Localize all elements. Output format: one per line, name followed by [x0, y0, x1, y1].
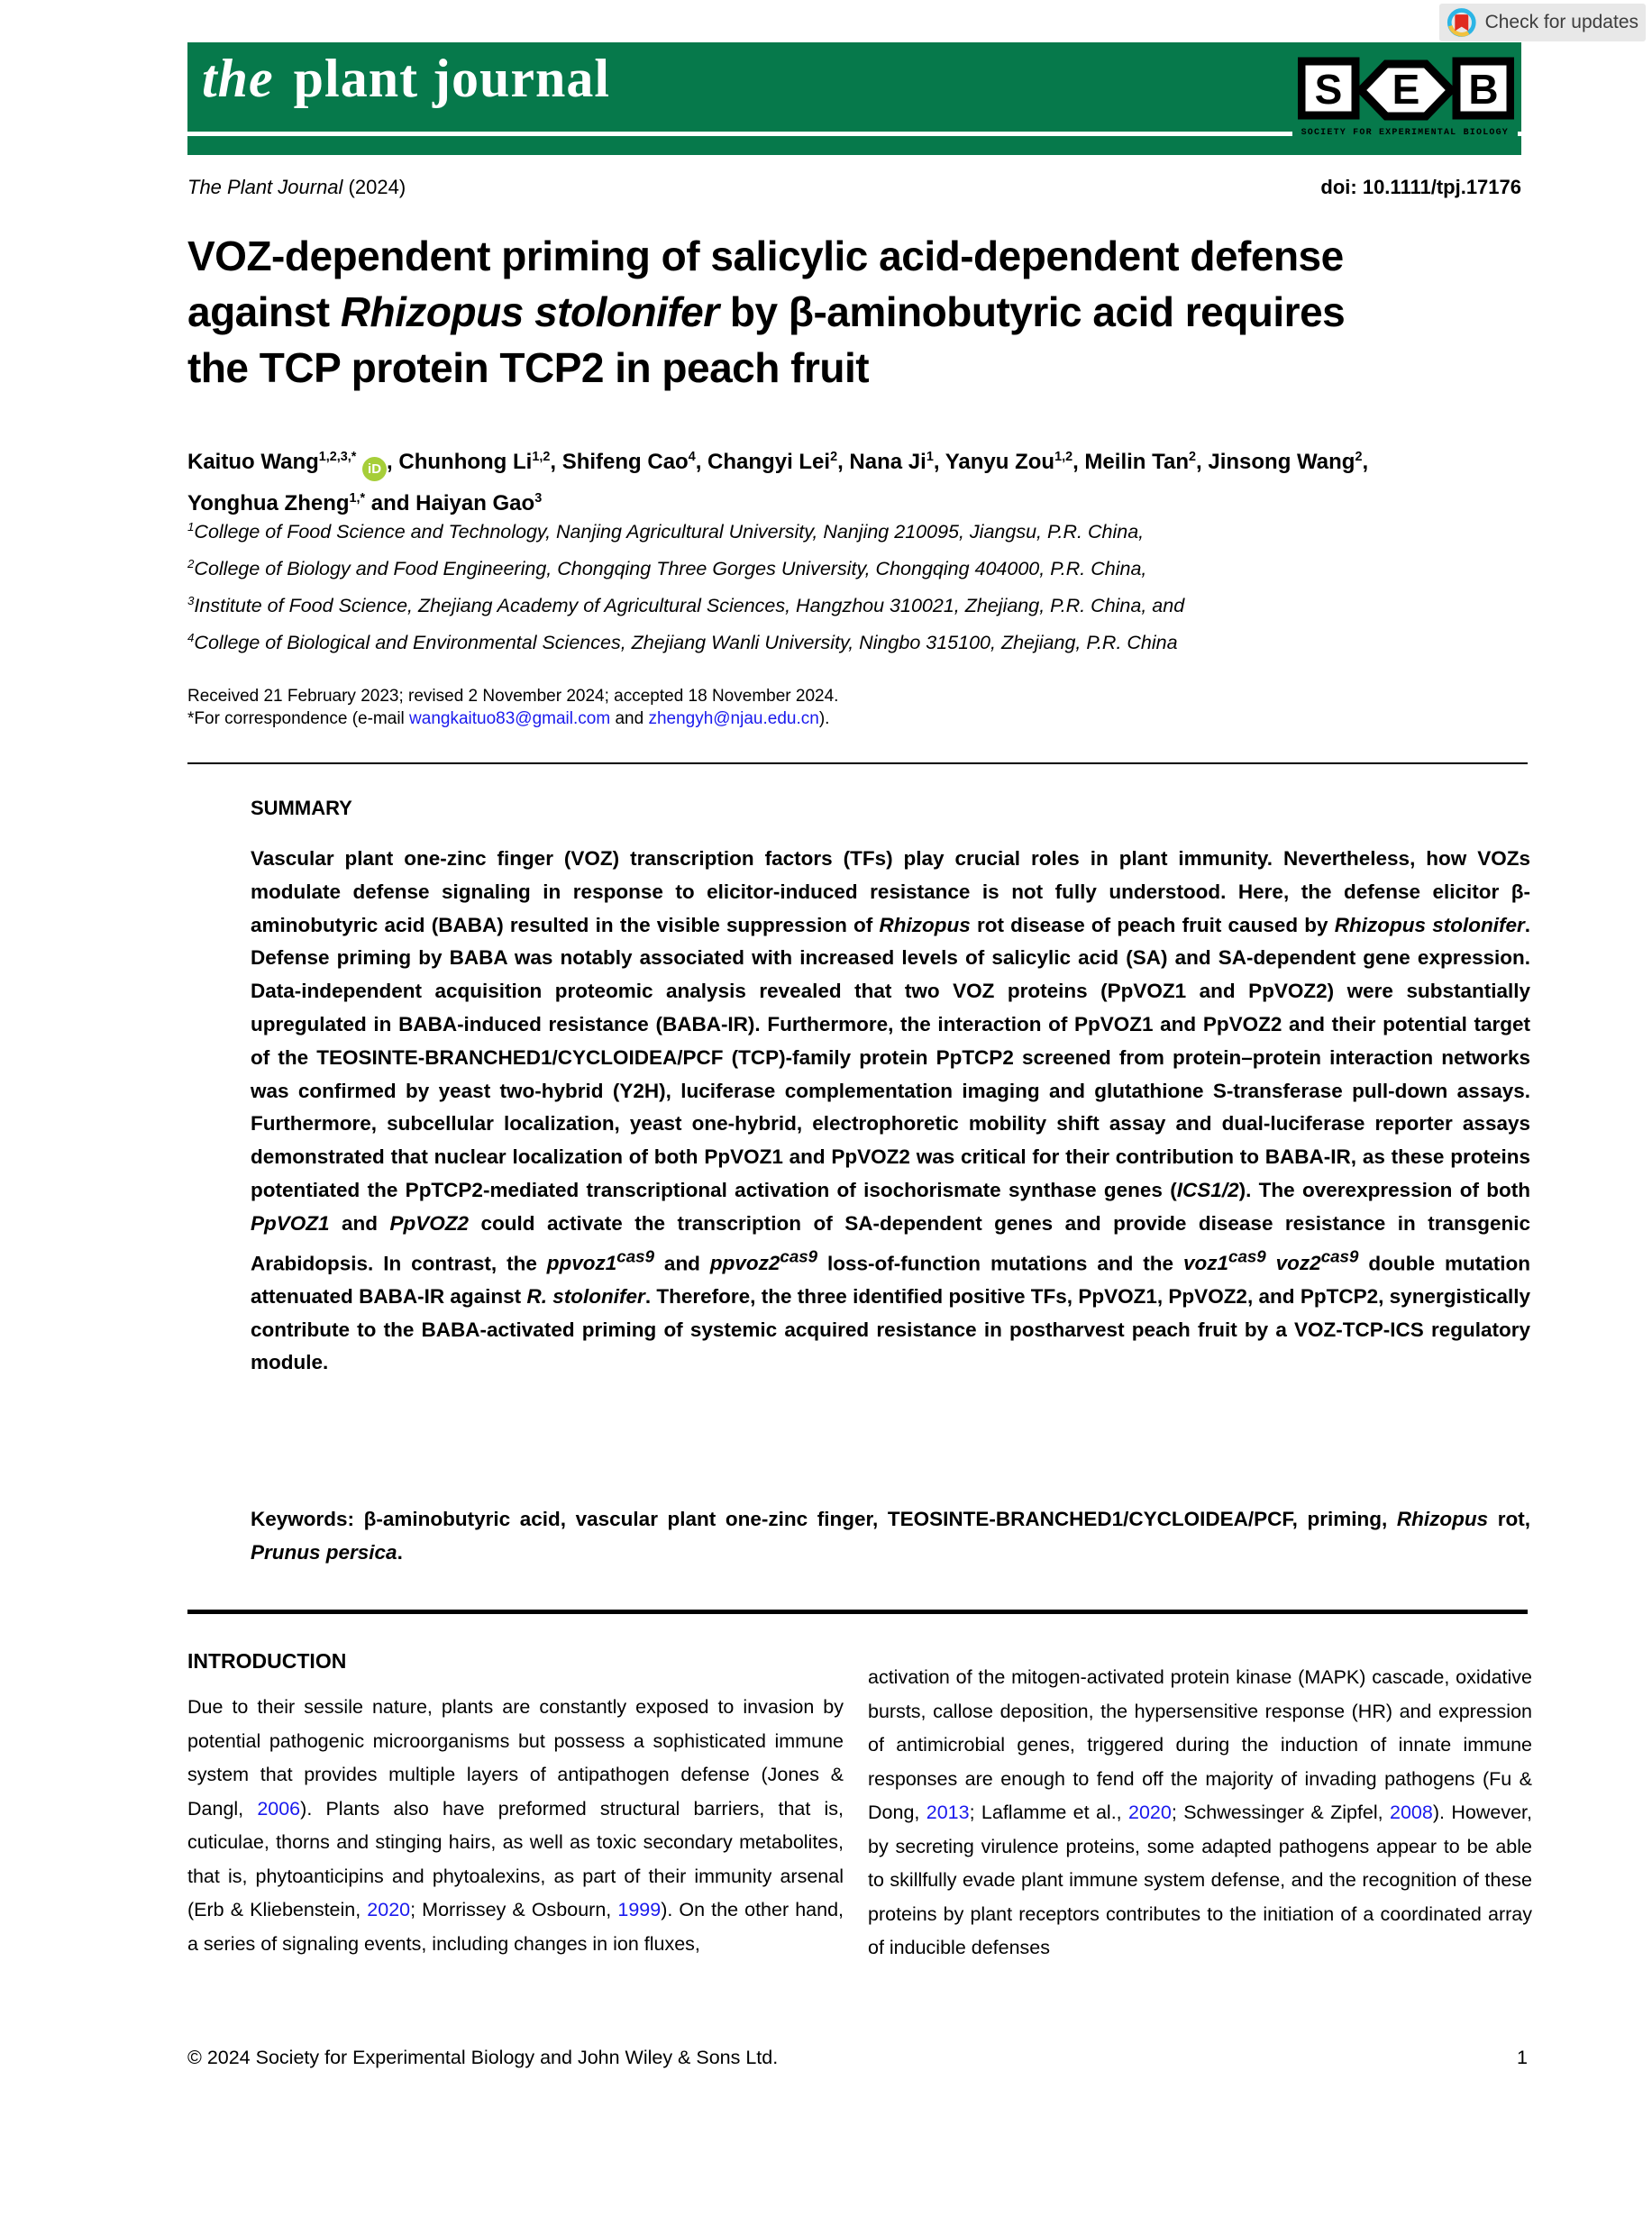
seb-caption: SOCIETY FOR EXPERIMENTAL BIOLOGY	[1292, 126, 1518, 141]
citation-link-erb-2020[interactable]: 2020	[367, 1899, 411, 1920]
article-title: VOZ-dependent priming of salicylic acid-dependent defense against Rhizopus stolonifer by β-aminobutyric acid requires the TCP protein TCP2 in peach fruit	[187, 233, 1346, 391]
crossmark-icon	[1447, 6, 1477, 39]
summary-text: Vascular plant one-zinc finger (VOZ) transcription factors (TFs) play crucial roles in plant immunity. Nevertheless, how VOZs modulate defense signaling in response to elicitor-induced resistance is not fully understood. Here, the defense elicitor β-aminobutyric acid (BABA) resulted in the visible suppression of Rhizopus rot disease of peach fruit caused by Rhizopus stolonifer. Defense priming by BABA was notably associated with increased levels of salicylic acid (SA) and SA-dependent gene expression. Data-independent acquisition proteomic analysis revealed that two VOZ proteins (PpVOZ1 and PpVOZ2) were substantially upregulated in BABA-induced resistance (BABA-IR). Furthermore, the interaction of PpVOZ1 and PpVOZ2 and their potential target of the TEOSINTE-BRANCHED1/CYCLOIDEA/PCF (TCP)-family protein PpTCP2 screened from protein–protein interaction networks was confirmed by yeast two-hybrid (Y2H), luciferase complementation imaging and glutathione S-transferase pull-down assays. Furthermore, subcellular localization, yeast one-hybrid, electrophoretic mobility shift assay and dual-luciferase reporter assays demonstrated that nuclear localization of both PpVOZ1 and PpVOZ2 was critical for their contribution to BABA-IR, as these proteins potentiated the PpTCP2-mediated transcriptional activation of isochorismate synthase genes (ICS1/2). The overexpression of both PpVOZ1 and PpVOZ2 could activate the transcription of SA-dependent genes and provide disease resistance in transgenic Arabidopsis. In contrast, the $ppvoz1^{cas9}$ and $ppvoz2^{cas9}$ loss-of-function mutations and the $voz1^{cas9}$ $voz2^{cas9}$ double mutation attenuated BABA-IR against R. stolonifer. Therefore, the three identified positive TFs, PpVOZ1, PpVOZ2, and PpTCP2, synergistically contribute to the BABA-activated priming of systemic acquired resistance in postharvest peach fruit by a VOZ-TCP-ICS regulatory module.	[251, 847, 1531, 1374]
check-for-updates-button[interactable]	[1439, 4, 1646, 41]
orcid-icon[interactable]: iD	[362, 457, 387, 481]
journal-name-year: The Plant Journal (2024)	[187, 176, 406, 198]
svg-text:S: S	[1314, 66, 1343, 113]
citation-link-schwessinger-2008[interactable]: 2008	[1390, 1802, 1433, 1823]
affiliation-4: $^4$College of Biological and Environmental Sciences, Zhejiang Wanli University, Ningbo 315100, Zhejiang, P.R. China	[187, 631, 1178, 654]
author-list: Kaituo Wang$^{1,2,3,*}$ iD , Chunhong Li$^{1,2}$, Shifeng Cao$^4$, Changyi Lei$^2$, Nana Ji$^1$, Yanyu Zou$^{1,2}$, Meilin Tan$^2$, Jinsong Wang$^2$, Yonghua Zheng$^{1,*}$ and Haiyan Gao$^3$	[187, 450, 1369, 515]
introduction-column-right: activation of the mitogen-activated protein kinase (MAPK) cascade, oxidative bursts, callose deposition, the hypersensitive response (HR) and expression of antimicrobial genes, triggered during the induction of innate immune responses are enough to fend off the majority of invading pathogens (Fu & Dong, 2013; Laflamme et al., 2020; Schwessinger & Zipfel, 2008). However, by secreting virulence proteins, some adapted pathogens appear to be able to skillfully evade plant immune system defense, and the recognition of these proteins by plant receptors contributes to the initiation of a coordinated array of inducible defenses	[868, 1666, 1532, 1958]
divider-rule-thick	[187, 1610, 1528, 1614]
correspondence-line: *For correspondence (e-mail wangkaituo83@gmail.com and zhengyh@njau.edu.cn).	[187, 709, 830, 728]
divider-rule-thin	[187, 762, 1528, 764]
seb-logo	[1298, 57, 1514, 123]
affiliation-2: $^2$College of Biology and Food Engineering, Chongqing Three Gorges University, Chongqing 404000, P.R. China,	[187, 557, 1147, 580]
introduction-heading: INTRODUCTION	[187, 1649, 347, 1673]
check-for-updates-label: Check for updates	[1484, 12, 1638, 32]
page-number: 1	[1517, 2047, 1528, 2068]
citation-link-laflamme-2020[interactable]: 2020	[1128, 1802, 1172, 1823]
summary-heading: SUMMARY	[251, 797, 352, 819]
svg-text:E: E	[1392, 66, 1420, 113]
copyright-line: © 2024 Society for Experimental Biology and John Wiley & Sons Ltd.	[187, 2047, 779, 2068]
doi-text: doi: 10.1111/tpj.17176	[1320, 176, 1521, 198]
email-link-wangkaituo[interactable]: wangkaituo83@gmail.com	[409, 709, 611, 728]
citation-link-morrissey-1999[interactable]: 1999	[617, 1899, 662, 1920]
journal-masthead-banner	[187, 42, 1521, 155]
article-history: Received 21 February 2023; revised 2 November 2024; accepted 18 November 2024.	[187, 687, 839, 706]
affiliations	[187, 511, 1530, 660]
keywords-line: Keywords: β-aminobutyric acid, vascular plant one-zinc finger, TEOSINTE-BRANCHED1/CYCLOIDEA/PCF, priming, Rhizopus rot, Prunus persica.	[251, 1508, 1530, 1564]
plant-journal-logo: the plant journal	[202, 49, 611, 108]
journal-meta-line	[187, 176, 1521, 199]
page-footer	[187, 2047, 1528, 2069]
svg-text:B: B	[1468, 66, 1499, 113]
affiliation-3: $^3$Institute of Food Science, Zhejiang Academy of Agricultural Sciences, Hangzhou 310021, Zhejiang, P.R. China, and	[187, 594, 1185, 617]
affiliation-1: $^1$College of Food Science and Technology, Nanjing Agricultural University, Nanjing 210095, Jiangsu, P.R. China,	[187, 520, 1145, 543]
citation-link-jones-dangl-2006[interactable]: 2006	[257, 1797, 301, 1820]
email-link-zhengyh[interactable]: zhengyh@njau.edu.cn	[648, 709, 819, 728]
citation-link-fu-dong-2013[interactable]: 2013	[926, 1802, 970, 1823]
introduction-column-left: Due to their sessile nature, plants are constantly exposed to invasion by potential pathogenic microorganisms but possess a sophisticated immune system that provides multiple layers of antipathogen defense (Jones & Dangl, 2006). Plants also have preformed structural barriers, that is, cuticulae, thorns and stinging hairs, as well as toxic secondary metabolites, that is, phytoanticipins and phytoalexins, as part of their immunity arsenal (Erb & Kliebenstein, 2020; Morrissey & Osbourn, 1999). On the other hand, a series of signaling events, including changes in ion fluxes,	[187, 1696, 844, 1955]
